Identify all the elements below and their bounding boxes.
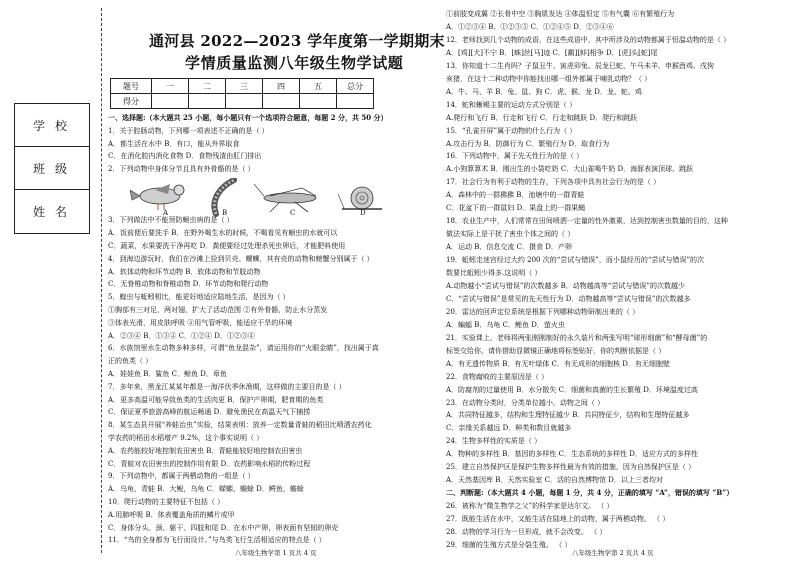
school-cell[interactable]	[15, 104, 89, 147]
score-value-cell[interactable]	[226, 94, 263, 109]
page-footer-left: 八年级生物学第 1 页共 4 页	[235, 549, 317, 557]
score-header-cell: 总分	[337, 79, 374, 94]
question-line: A．物种的多样性 B．基因的多样性 C．生态系统的多样性 D．适应方式的多样性	[446, 450, 698, 459]
score-table	[110, 78, 374, 109]
question-line: C．无脊椎动物和脊椎动物 D．环节动物和爬行动物	[108, 280, 269, 289]
question-line: 26．被称为“微生物学之父”的科学家是达尔文。 （ ）	[446, 502, 614, 511]
picture-label: A	[163, 209, 169, 217]
class-label: 班级	[33, 162, 78, 176]
question-line: 7．多年来，黑龙江某某年都是一海洋伏季休渔期，这样做的主要目的是（ ）	[108, 382, 346, 391]
question-line: 亥猪，在这十二种动物中你能找出哪一组外都属于哺乳动物？（ ）	[446, 74, 652, 83]
score-header-row	[111, 79, 374, 94]
question-line: 29．细菌的生殖方式是分裂生殖。 （ ）	[446, 540, 572, 549]
question-line: 10．爬行动物的主要特征不包括（ ）	[108, 498, 225, 506]
question-line: C．“尝试与错误”是常见的先天性行为 D．动物越高等“尝试与错误”的次数越多	[446, 294, 691, 303]
binding-dashed-line	[101, 8, 102, 553]
question-line: A．②③④ B．①③④ C．①②④ D．①②③④	[108, 331, 255, 340]
question-line: C．身体分头、颈、躯干、四肢和尾 D．在水中产卵，卵表面有坚韧的卵壳	[108, 523, 339, 532]
question-line: A．牛、马、羊 B．兔、鼠、狗 C．虎、猴、龙 D．龙、蛇、鸡	[446, 87, 642, 96]
exam-title-line1: 通河县 2022—2023 学年度第一学期期末	[149, 32, 445, 50]
question-line: 12．老师找到几个动物的成语，在这些成语中，其中所涉及的动物都属于恒温动物的是（ ）	[446, 35, 731, 44]
question-line: 5．蝗虫与蚯蚓相比，能更好地适应陆地生活，是因为（ ）	[108, 293, 290, 302]
question-line: A.小狗算算术 B．刚出生的小袋吃奶 C．大山雀喝牛奶 D．海豚表演顶球、跳跃	[446, 165, 694, 174]
question-line: 正的鱼类（ ）	[108, 357, 153, 366]
question-line: 6．水族馆里水生动物多种多样，可谓“鱼龙混杂”，请运用你的“火眼金睛”，找出属于真	[108, 344, 379, 353]
pigeon-icon	[130, 184, 184, 210]
question-line: 4．到海边游玩时，我们在沙滩上捡到贝壳、螺蛳，其有壳的动物和螃蟹分别属于（ ）	[108, 254, 374, 263]
question-line: C．青蛙对农田害虫的控制作用有限 D．农药影响水稻的传粉过程	[108, 459, 311, 468]
question-line: A.用肺呼吸 B．体表覆盖角质的鳞片或甲	[108, 510, 235, 519]
question-line: A．共同特征越多，结构和生理特征越少 B．共同特征少，结构和生理特征越多	[446, 411, 690, 420]
score-header-cell: 题号	[111, 79, 152, 94]
exam-title-line2: 学情质量监测八年级生物学试题	[185, 54, 404, 72]
question-line: A．防腐剂的过量使用 B．水分散失 C．细菌和真菌的生长繁殖 D．环境温度过高	[446, 385, 698, 394]
question-line: ①前肢变成翼 ②长骨中空 ③胸肌发达 ④体温恒定 ⑤有气囊 ⑥有繁殖行为	[446, 10, 675, 18]
score-value-cell[interactable]	[300, 94, 337, 109]
question-line: A．[鸡][犬]不宁 B．[蛛]丝[马]迹 C．[鹬][蚌]相争 D．[虎]头[蛇]尾	[446, 48, 658, 57]
question-line: 18．农业生产中，人们常常在田间喷洒一定量的性外激素，达到控制害虫数量的目的，这种	[446, 217, 728, 226]
question-line: 16．下列动物中，属于先天性行为的是（ ）	[446, 152, 584, 161]
score-header-cell: 二	[189, 79, 226, 94]
score-row-label: 得分	[111, 94, 152, 109]
score-header-cell: 四	[263, 79, 300, 94]
score-value-cell[interactable]	[337, 94, 374, 109]
question-line: C．保证夏季旅游高峰的航运畅通 D．避免渔民在高温天气下捕捞	[108, 408, 311, 417]
question-line: A．蝙蝠 B．乌龟 C．鲤鱼 D．萤火虫	[446, 320, 565, 329]
question-line: A．都生活在水中 B．有口，能从外界取食	[108, 139, 240, 148]
question-line: A．农药能较好地控制农田害虫 B．青蛙能较好地控制农田害虫	[108, 446, 303, 455]
question-line: 25．建立自然保护区是保护生物多样性最为有效的措施，因为自然保护区是（ ）	[446, 463, 696, 472]
question-line: 22．食物腐败的主要原因是（ ）	[446, 372, 549, 381]
question-line: A．乌龟，青蛙 B．大鲵，乌龟 C．蝾螈，蟾蜍 D．鳄鱼，蟾蜍	[108, 485, 304, 494]
question-line: A．有无遗传物质 B．有无叶绿体 C．有无成形的细胞核 D．有无细胞壁	[446, 359, 670, 368]
question-line: A．①②③④ B．①②③⑤ C．①②④⑤ D．②③④⑥	[446, 22, 614, 31]
name-cell[interactable]	[15, 190, 89, 232]
question-line: 17．社会行为有利于动物的生存，下列各项中具有社会行为的是（ ）	[446, 178, 661, 187]
question-line: C．花盆下的一群鼠妇 D．果盘上的一群果蝇	[446, 204, 586, 213]
question-line: A．运动 B．信息交流 C．摄食 D．产卵	[446, 243, 572, 252]
score-value-row	[111, 94, 374, 109]
question-line: C．亲缘关系越远 D．种类和数目就越多	[446, 424, 572, 433]
question-line: 15．“孔雀开屏”属于动物的什么行为（ ）	[446, 126, 577, 135]
score-header-cell: 一	[152, 79, 189, 94]
picture-label: D	[360, 209, 366, 217]
question2-pictures	[130, 178, 390, 224]
score-header-cell: 五	[300, 79, 337, 94]
grasshopper-icon	[254, 184, 316, 212]
question-line: 24．生物多样性的实质是（ ）	[446, 437, 542, 446]
question-line: 做法实际上是干扰了害虫个体之间的（ ）	[446, 230, 575, 239]
question-line: 9．下列动物中，都属于两栖动物的一组是（ ）	[108, 472, 255, 481]
picture-label: C	[290, 209, 296, 217]
question-line: 20．雷达的回声定位系统是根据下列哪种动物研制出来的（ ）	[446, 307, 640, 316]
question-line: A.爬行和飞行 B．行走和飞行 C．行走和跳跃 D．爬行和跳跃	[446, 113, 638, 122]
question-line: 23．在动物分类时，分类单位越小，动物之间（ ）	[446, 398, 605, 407]
question-line: A．饭前便后要洗手 B．在野外喝生水的时候，不喝看见有蛔虫的水就可以	[108, 229, 338, 238]
question-line: A.攻击行为 B．防御行为 C．繁殖行为 D．取食行为	[446, 139, 610, 148]
question-line: C．蔬菜，水果要洗干净再吃 D．粪便要经过处理杀死虫卵后，才能肥料使用	[108, 242, 346, 250]
question-line: ①胸部有三对足，两对翅，扩大了活动范围 ②有外骨骼，防止水分蒸发	[108, 306, 328, 314]
question-line: 2．下列动物中身体分节且具有外骨骼的是（ ）	[108, 165, 255, 174]
question-line: 8．某生态县开展“养蛙治虫”实验，结果表明：放养一定数量青蛙的稻田比喷洒农药化	[108, 421, 372, 430]
section-heading: 一、选择题:（本大题共 25 小题，每小题只有一个选项符合题意，每题 2 分，共 50 分）	[108, 113, 388, 122]
question-line: 14．蛇和蜥蜴主要的运动方式分别是（ ）	[446, 100, 577, 109]
question-line: 1．关于腔肠动物，下列哪一项表述不正确的是（ ）	[108, 126, 269, 135]
question-line: 13．你知道十二生肖吗？子鼠丑牛、寅虎卯兔、辰龙巳蛇、午马未羊、申猴酉鸡、戌狗	[446, 61, 714, 70]
question-line: A．软体动物和环节动物 B．软体动物和节肢动物	[108, 267, 261, 276]
question-line: 28．动物的学习行为一旦形成，就不会改变。 （ ）	[446, 528, 607, 536]
question-line: 标签交给你，请你借助显微镜正确地将标签贴好，你的判断依据是（ ）	[446, 346, 666, 355]
question-line: 11．“鸟的全身都为飞行而设计。”与鸟类飞行生活相适应的特点是（ ）	[108, 536, 326, 545]
school-label: 学校	[33, 119, 78, 133]
picture-label: B	[222, 209, 228, 217]
question-line: 21．实验课上，老师将两张刚刚制好的永久装片和两张写明“球形细菌”和“酵母菌”的	[446, 333, 708, 342]
question-line: ③体表光滑，用皮肤呼吸 ④用气管呼吸，能适应干旱的环境	[108, 318, 293, 327]
question-line: A．娃娃鱼 B．鲨鱼 C．鲸鱼 D．章鱼	[108, 370, 227, 378]
score-header-cell: 三	[226, 79, 263, 94]
name-label: 姓名	[33, 205, 78, 219]
question-line: 19．蚯蚓走迷宫经过大约 200 次的“尝试与错误”，而小鼠经历的“尝试与错误”的次	[446, 256, 705, 265]
section-heading: 二、判断题:（本大题共 4 小题，每题 1 分，共 4 分，正确的填写 “A”，错误的填写 “B”）	[446, 488, 734, 498]
page-footer-right: 八年级生物学第 2 页共 4 页	[572, 549, 654, 557]
class-cell[interactable]	[15, 147, 89, 190]
score-value-cell[interactable]	[189, 94, 226, 109]
question-line: C．在消化腔内消化食物 D．食物残渣由肛门排出	[108, 152, 262, 161]
question-line: 学农药的稻田水稻增产 9.2%，这个事实说明（ ）	[108, 434, 264, 442]
student-info-box	[14, 103, 90, 234]
question-line: 数要比蚯蚓少得多.这说明（ ）	[446, 269, 542, 277]
question-line: 3．下列做法中不能预防蛔虫病的是（ ）	[108, 216, 234, 225]
question-line: 27．既能生活在水中，又能生活在陆地上的动物，属于两栖动物。 （ ）	[446, 515, 670, 524]
score-value-cell[interactable]	[263, 94, 300, 109]
score-value-cell[interactable]	[152, 94, 189, 109]
question-line: A．天然基因库 B．天然实验室 C．活的自然博物馆 D．以上三者均对	[446, 476, 663, 485]
question-line: A．更多高温可能导致鱼类的生活肉更 B．保护产卵期，肥育期的鱼类	[108, 395, 324, 404]
snail-icon	[338, 187, 382, 209]
question-line: A.动物越小“尝试与错误”的次数越多 B．动物越高等“尝试与错误”的次数越少	[446, 281, 685, 290]
animal-illustrations	[130, 178, 390, 220]
question-line: A．森林中的一群狒狒 B．池塘中的一群青蛙	[446, 191, 585, 200]
